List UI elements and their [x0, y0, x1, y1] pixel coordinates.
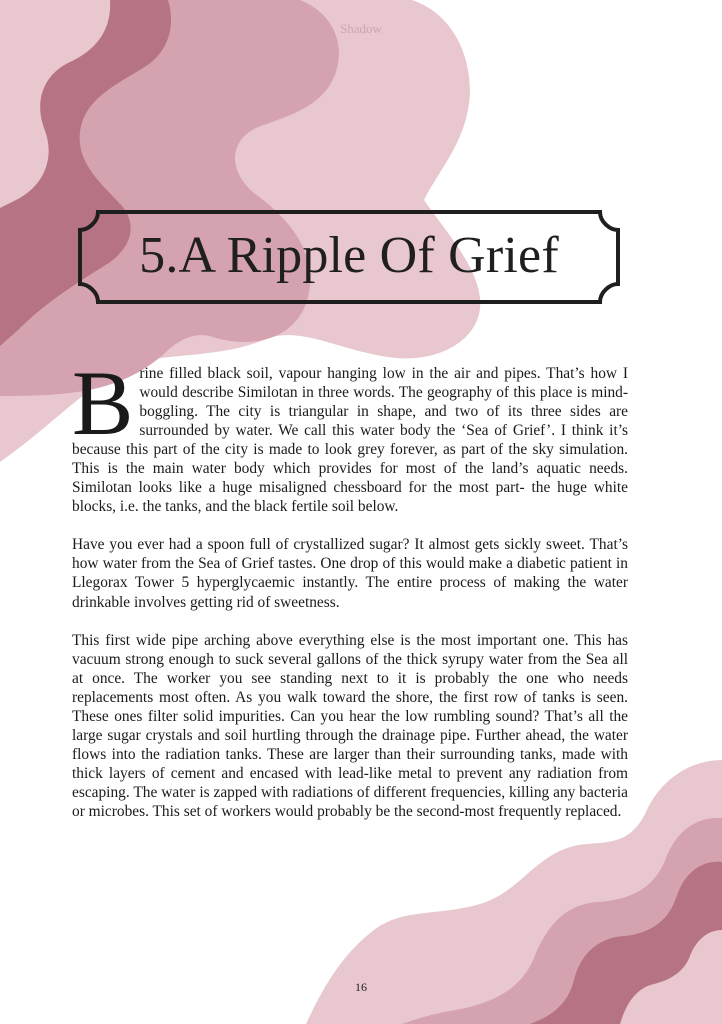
paragraph-3: This first wide pipe arching above everything else is the most important one. This has vacuum strong enough to suck several gallons of the thick syrupy water from the Sea all at once. The worker you see standing next to it is probably the one who needs replacements most often. As you walk toward the shore, the first row of tanks is seen. These ones filter solid impurities. Can you hear the low rumbling sound? That’s all the large sugar crystals and soil hurtling through the drainage pipe. Further ahead, the water flows into the radiation tanks. These are larger than their surrounding tanks, made with thick layers of cement and encased with lead-like metal to prevent any radiation from escaping. The water is zapped with radiations of different frequencies, killing any bacteria or microbes. This set of workers would probably be the second-most frequently replaced. — [72, 631, 628, 820]
paragraph-1-text: rine filled black soil, vapour hanging low in the air and pipes. That’s how I would describe Similotan in three words. The geography of this place is mind-boggling. The city is triangular in shape, and two of its three sides are surrounded by water. We call this water body the ‘Sea of Grief’. I think it’s because this part of the city is made to look grey forever, as part of the sky simulation. This is the main water body which provides for most of the land’s aquatic needs. Similotan looks like a huge misaligned chessboard for the most part- the huge white blocks, i.e. the tanks, and the black fertile soil below. — [72, 365, 628, 516]
running-header: Shadow — [340, 21, 382, 36]
paragraph-2: Have you ever had a spoon full of crystallized sugar? It almost gets sickly sweet. That’s how water from the Sea of Grief tastes. One drop of this would make a diabetic patient in Llegorax Tower 5 hyperglycaemic instantly. The entire process of making the water drinkable involves getting rid of sweetness. — [72, 536, 628, 611]
body-text — [72, 352, 628, 840]
page-number: 16 — [355, 980, 367, 994]
paragraph-1 — [72, 352, 628, 516]
chapter-title: 5.A Ripple Of Grief — [139, 226, 559, 284]
drop-cap: B — [72, 352, 134, 454]
